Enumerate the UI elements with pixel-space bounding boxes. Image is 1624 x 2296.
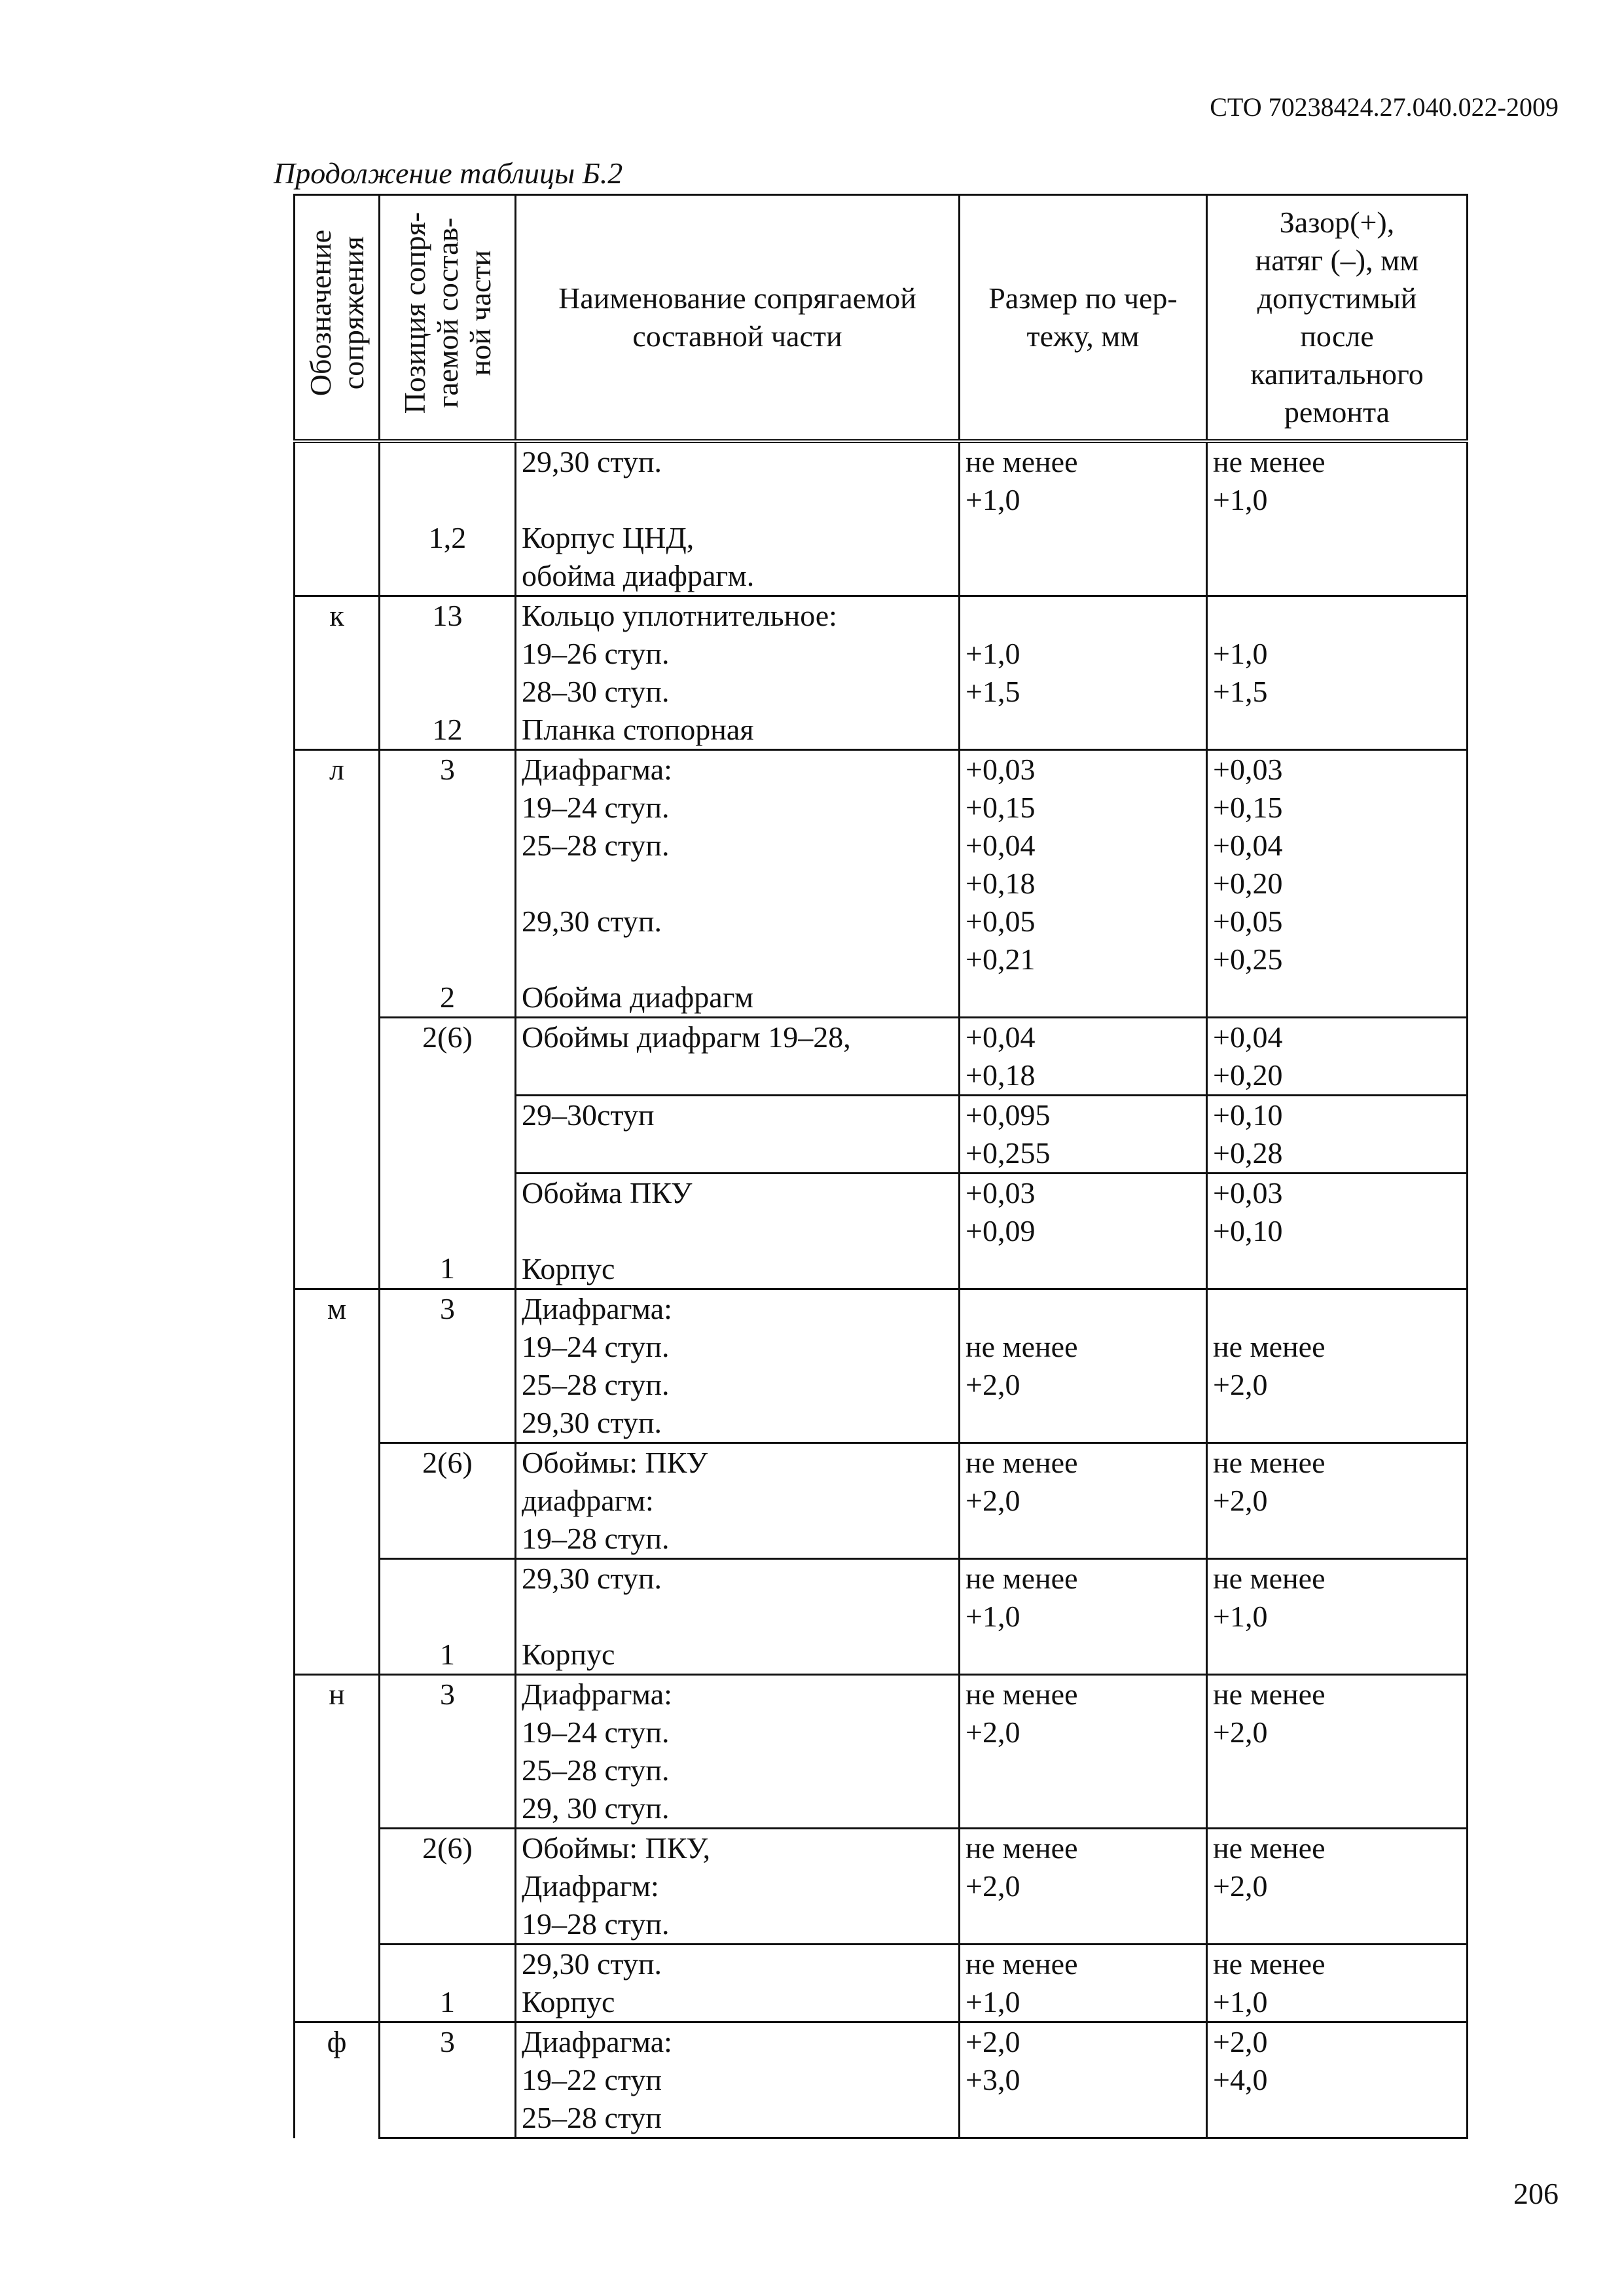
- cell-clearance: не менее +1,0: [1207, 1559, 1468, 1675]
- cell-drawing-size: +0,095 +0,255: [960, 1096, 1207, 1174]
- cell-part-name: Обойма ПКУ Корпус: [516, 1174, 960, 1289]
- data-table: [293, 194, 1468, 2139]
- cell-part-name: Обоймы: ПКУ диафрагм: 19–28 ступ.: [516, 1443, 960, 1559]
- document-code: СТО 70238424.27.040.022-2009: [1210, 92, 1559, 122]
- cell-position: 1: [380, 1945, 516, 2022]
- cell-clearance: не менее +1,0: [1207, 441, 1468, 596]
- cell-position: 1,2: [380, 441, 516, 596]
- cell-drawing-size: +0,03 +0,09: [960, 1174, 1207, 1289]
- cell-clearance: +1,0 +1,5: [1207, 596, 1468, 750]
- table-row: [295, 1018, 1468, 1096]
- cell-designation: л: [295, 750, 380, 1018]
- cell-part-name: Кольцо уплотнительное: 19–26 ступ. 28–30 ступ. Планка стопорная: [516, 596, 960, 750]
- cell-clearance: не менее +2,0: [1207, 1675, 1468, 1829]
- cell-position: 2(6): [380, 1829, 516, 1945]
- cell-position: 3: [380, 1289, 516, 1443]
- cell-clearance: не менее +1,0: [1207, 1945, 1468, 2022]
- cell-designation: [295, 1174, 380, 1289]
- table-row: [295, 596, 1468, 750]
- header-drawing-size: Размер по чер- тежу, мм: [960, 195, 1207, 442]
- cell-designation: [295, 1018, 380, 1096]
- cell-part-name: Обоймы диафрагм 19–28,: [516, 1018, 960, 1096]
- table-row: [295, 1675, 1468, 1829]
- cell-designation: [295, 1559, 380, 1675]
- cell-part-name: Диафрагма: 19–24 ступ. 25–28 ступ. 29, 30 ступ.: [516, 1675, 960, 1829]
- cell-part-name: Диафрагма: 19–24 ступ. 25–28 ступ. 29,30 ступ.: [516, 1289, 960, 1443]
- cell-position: 1: [380, 1559, 516, 1675]
- cell-part-name: 29,30 ступ. Корпус: [516, 1559, 960, 1675]
- cell-position: 2(6): [380, 1018, 516, 1096]
- table-row: [295, 1829, 1468, 1945]
- cell-designation: м: [295, 1289, 380, 1443]
- cell-position: 3: [380, 2022, 516, 2138]
- table-header-row: [295, 195, 1468, 442]
- cell-part-name: 29–30ступ: [516, 1096, 960, 1174]
- cell-clearance: +2,0 +4,0: [1207, 2022, 1468, 2138]
- cell-designation: [295, 1829, 380, 1945]
- cell-designation: [295, 1945, 380, 2022]
- cell-drawing-size: +2,0 +3,0: [960, 2022, 1207, 2138]
- cell-clearance: +0,03 +0,10: [1207, 1174, 1468, 1289]
- cell-position: [380, 1096, 516, 1174]
- cell-drawing-size: +0,03 +0,15 +0,04 +0,18 +0,05 +0,21: [960, 750, 1207, 1018]
- header-clearance: Зазор(+), натяг (–), мм допустимый после капитального ремонта: [1207, 195, 1468, 442]
- cell-part-name: 29,30 ступ. Корпус ЦНД, обойма диафрагм.: [516, 441, 960, 596]
- table-row: [295, 1945, 1468, 2022]
- cell-designation: н: [295, 1675, 380, 1829]
- table-row: [295, 1096, 1468, 1174]
- cell-clearance: не менее +2,0: [1207, 1443, 1468, 1559]
- cell-position: 2(6): [380, 1443, 516, 1559]
- cell-clearance: не менее +2,0: [1207, 1829, 1468, 1945]
- cell-drawing-size: +1,0 +1,5: [960, 596, 1207, 750]
- table-row: [295, 441, 1468, 596]
- cell-drawing-size: не менее +2,0: [960, 1675, 1207, 1829]
- table-caption: Продолжение таблицы Б.2: [274, 156, 623, 190]
- cell-drawing-size: не менее +2,0: [960, 1829, 1207, 1945]
- cell-clearance: +0,04 +0,20: [1207, 1018, 1468, 1096]
- cell-part-name: Диафрагма: 19–22 ступ 25–28 ступ: [516, 2022, 960, 2138]
- cell-position: 3: [380, 1675, 516, 1829]
- page-number: 206: [1513, 2177, 1559, 2210]
- cell-position: 1: [380, 1174, 516, 1289]
- table-row: [295, 2022, 1468, 2138]
- cell-designation: [295, 441, 380, 596]
- table-row: [295, 1174, 1468, 1289]
- cell-drawing-size: +0,04 +0,18: [960, 1018, 1207, 1096]
- cell-drawing-size: не менее +1,0: [960, 1559, 1207, 1675]
- table-row: [295, 750, 1468, 1018]
- cell-drawing-size: не менее +2,0: [960, 1443, 1207, 1559]
- cell-clearance: +0,03 +0,15 +0,04 +0,20 +0,05 +0,25: [1207, 750, 1468, 1018]
- cell-designation: ф: [295, 2022, 380, 2138]
- cell-designation: [295, 1096, 380, 1174]
- cell-clearance: не менее +2,0: [1207, 1289, 1468, 1443]
- cell-part-name: 29,30 ступ. Корпус: [516, 1945, 960, 2022]
- cell-clearance: +0,10 +0,28: [1207, 1096, 1468, 1174]
- cell-part-name: Диафрагма: 19–24 ступ. 25–28 ступ. 29,30 ступ. Обойма диафрагм: [516, 750, 960, 1018]
- table-row: [295, 1559, 1468, 1675]
- cell-position: 3 2: [380, 750, 516, 1018]
- table-row: [295, 1443, 1468, 1559]
- cell-position: 13 12: [380, 596, 516, 750]
- cell-part-name: Обоймы: ПКУ, Диафрагм: 19–28 ступ.: [516, 1829, 960, 1945]
- cell-designation: к: [295, 596, 380, 750]
- header-part-name: Наименование сопрягаемой составной части: [516, 195, 960, 442]
- table-row: [295, 1289, 1468, 1443]
- cell-designation: [295, 1443, 380, 1559]
- header-designation: Обозначение сопряжения: [295, 195, 380, 442]
- header-position: Позиция сопря- гаемой состав- ной части: [380, 195, 516, 442]
- cell-drawing-size: не менее +1,0: [960, 441, 1207, 596]
- cell-drawing-size: не менее +2,0: [960, 1289, 1207, 1443]
- cell-drawing-size: не менее +1,0: [960, 1945, 1207, 2022]
